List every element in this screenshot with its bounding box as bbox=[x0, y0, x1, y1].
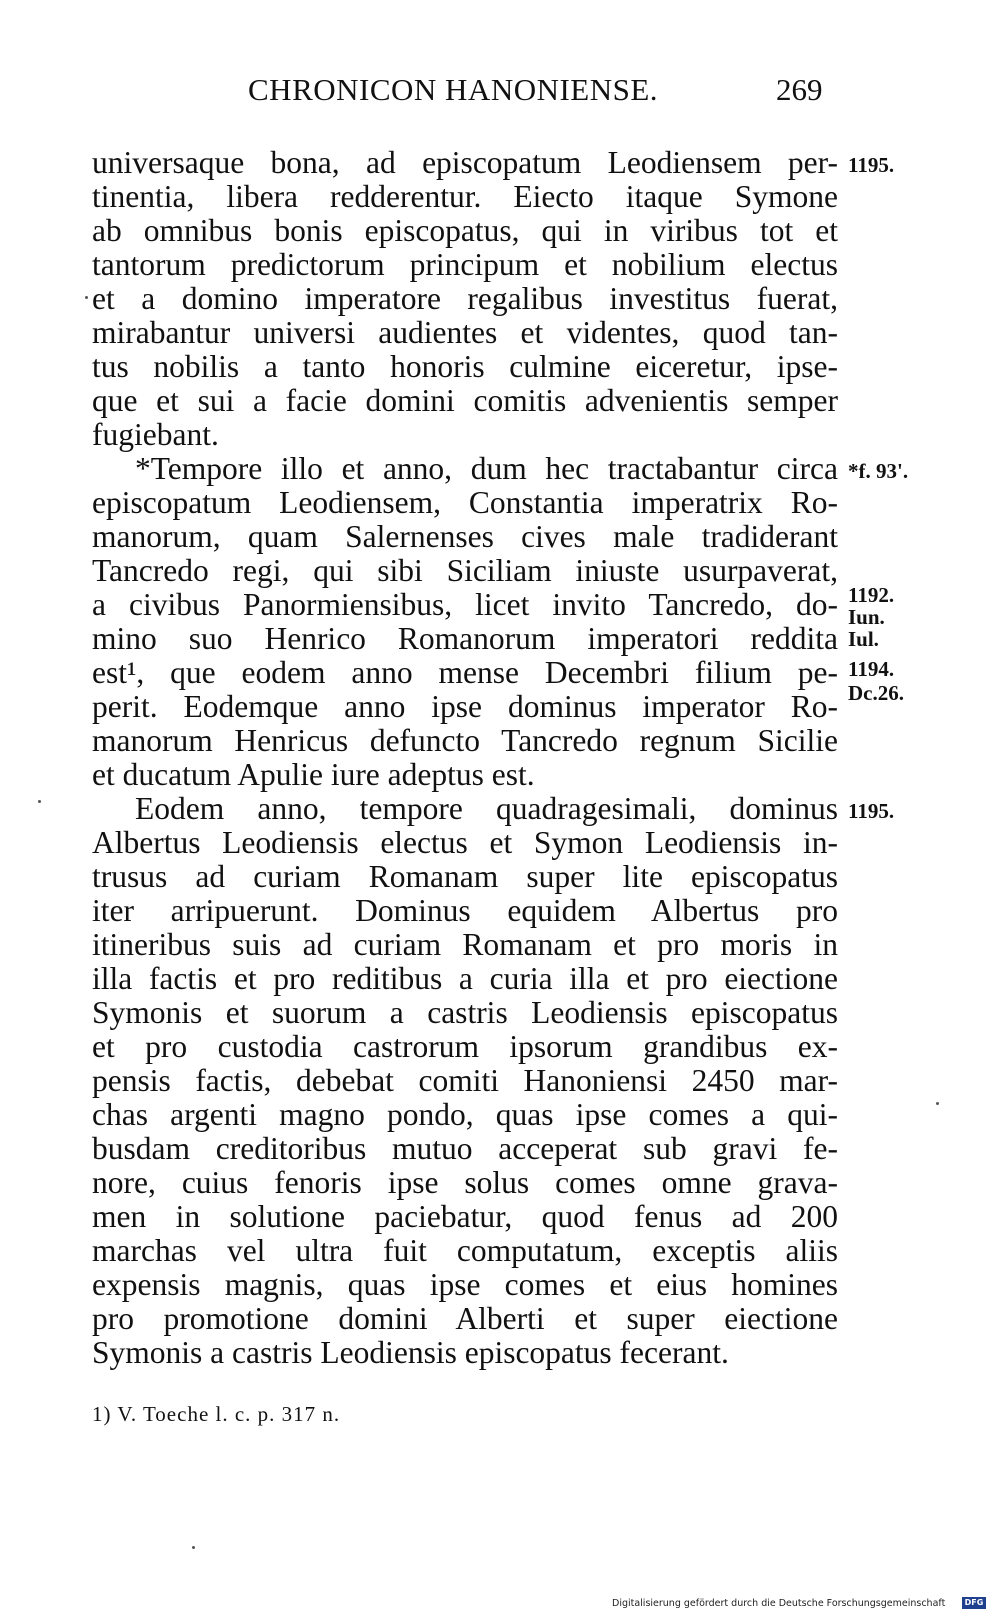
margin-year-note: 1194. bbox=[848, 657, 895, 681]
text-line: pensis factis, debebat comiti Hanoniensi 2450 mar- bbox=[92, 1063, 838, 1098]
text-line: et pro custodia castrorum ipsorum grandibus ex- bbox=[92, 1029, 838, 1064]
text-line: nore, cuius fenoris ipse solus comes omne grava- bbox=[92, 1165, 838, 1200]
text-line: itineribus suis ad curiam Romanam et pro moris in bbox=[92, 927, 838, 962]
text-line: expensis magnis, quas ipse comes et eius homines bbox=[92, 1267, 838, 1302]
text-line: manorum, quam Salernenses cives male tradiderant bbox=[92, 519, 838, 554]
page-header bbox=[0, 72, 1000, 112]
text-line: Tancredo regi, qui sibi Siciliam iniuste usurpaverat, bbox=[92, 553, 838, 588]
digitization-credit: Digitalisierung gefördert durch die Deutsche Forschungsgemeinschaft bbox=[612, 1598, 946, 1609]
text-line: manorum Henricus defuncto Tancredo regnum Sicilie bbox=[92, 723, 838, 758]
text-line: marchas vel ultra fuit computatum, exceptis aliis bbox=[92, 1233, 838, 1268]
text-line: chas argenti magno pondo, quas ipse comes a qui- bbox=[92, 1097, 838, 1132]
text-line: mirabantur universi audientes et videntes, quod tan- bbox=[92, 315, 838, 350]
text-line: et a domino imperatore regalibus investitus fuerat, bbox=[92, 281, 838, 316]
margin-year-note: 1195. bbox=[848, 799, 895, 823]
footnote: 1) V. Toeche l. c. p. 317 n. bbox=[92, 1402, 341, 1426]
scan-speck bbox=[85, 296, 88, 299]
margin-year-note: 1195. bbox=[848, 153, 895, 177]
scan-speck bbox=[192, 1546, 195, 1549]
text-line: universaque bona, ad episcopatum Leodiensem per- bbox=[92, 145, 838, 180]
text-line: pro promotione domini Alberti et super eiectione bbox=[92, 1301, 838, 1336]
text-line: et ducatum Apulie iure adeptus est. bbox=[92, 757, 535, 792]
text-line: men in solutione paciebatur, quod fenus ad 200 bbox=[92, 1199, 838, 1234]
margin-date-note: Dc.26. bbox=[848, 681, 904, 705]
text-line: Albertus Leodiensis electus et Symon Leodiensis in- bbox=[92, 825, 838, 860]
margin-month-note: Iun. bbox=[848, 605, 885, 629]
text-line: perit. Eodemque anno ipse dominus imperator Ro- bbox=[92, 689, 838, 724]
text-line: busdam creditoribus mutuo acceperat sub gravi fe- bbox=[92, 1131, 838, 1166]
text-line: ab omnibus bonis episcopatus, qui in viribus tot et bbox=[92, 213, 838, 248]
margin-year-note: 1192. bbox=[848, 583, 895, 607]
scan-speck bbox=[936, 1102, 939, 1105]
text-line: que et sui a facie domini comitis advenientis semper bbox=[92, 383, 838, 418]
text-line: fugiebant. bbox=[92, 417, 219, 452]
text-line: episcopatum Leodiensem, Constantia imperatrix Ro- bbox=[92, 485, 838, 520]
dfg-logo: DFG bbox=[962, 1597, 986, 1609]
text-line: a civibus Panormiensibus, licet invito Tancredo, do- bbox=[92, 587, 838, 622]
paragraph-start-line: *Tempore illo et anno, dum hec tractabantur circa bbox=[135, 451, 838, 486]
margin-folio-note: *f. 93'. bbox=[848, 459, 909, 483]
page-number: 269 bbox=[776, 72, 823, 107]
text-line: trusus ad curiam Romanam super lite episcopatus bbox=[92, 859, 838, 894]
text-line: mino suo Henrico Romanorum imperatori reddita bbox=[92, 621, 838, 656]
text-line: Symonis et suorum a castris Leodiensis episcopatus bbox=[92, 995, 838, 1030]
scan-speck bbox=[38, 800, 41, 803]
running-title: CHRONICON HANONIENSE. bbox=[248, 72, 659, 107]
text-line: Symonis a castris Leodiensis episcopatus fecerant. bbox=[92, 1335, 729, 1370]
text-line: tinentia, libera redderentur. Eiecto itaque Symone bbox=[92, 179, 838, 214]
text-line: tus nobilis a tanto honoris culmine eiceretur, ipse- bbox=[92, 349, 838, 384]
margin-month-note: Iul. bbox=[848, 627, 879, 651]
paragraph-start-line: Eodem anno, tempore quadragesimali, dominus bbox=[135, 791, 838, 826]
text-line: tantorum predictorum principum et nobilium electus bbox=[92, 247, 838, 282]
text-line: illa factis et pro reditibus a curia illa et pro eiectione bbox=[92, 961, 838, 996]
text-line: est¹, que eodem anno mense Decembri filium pe- bbox=[92, 655, 838, 690]
text-line: iter arripuerunt. Dominus equidem Albertus pro bbox=[92, 893, 838, 928]
